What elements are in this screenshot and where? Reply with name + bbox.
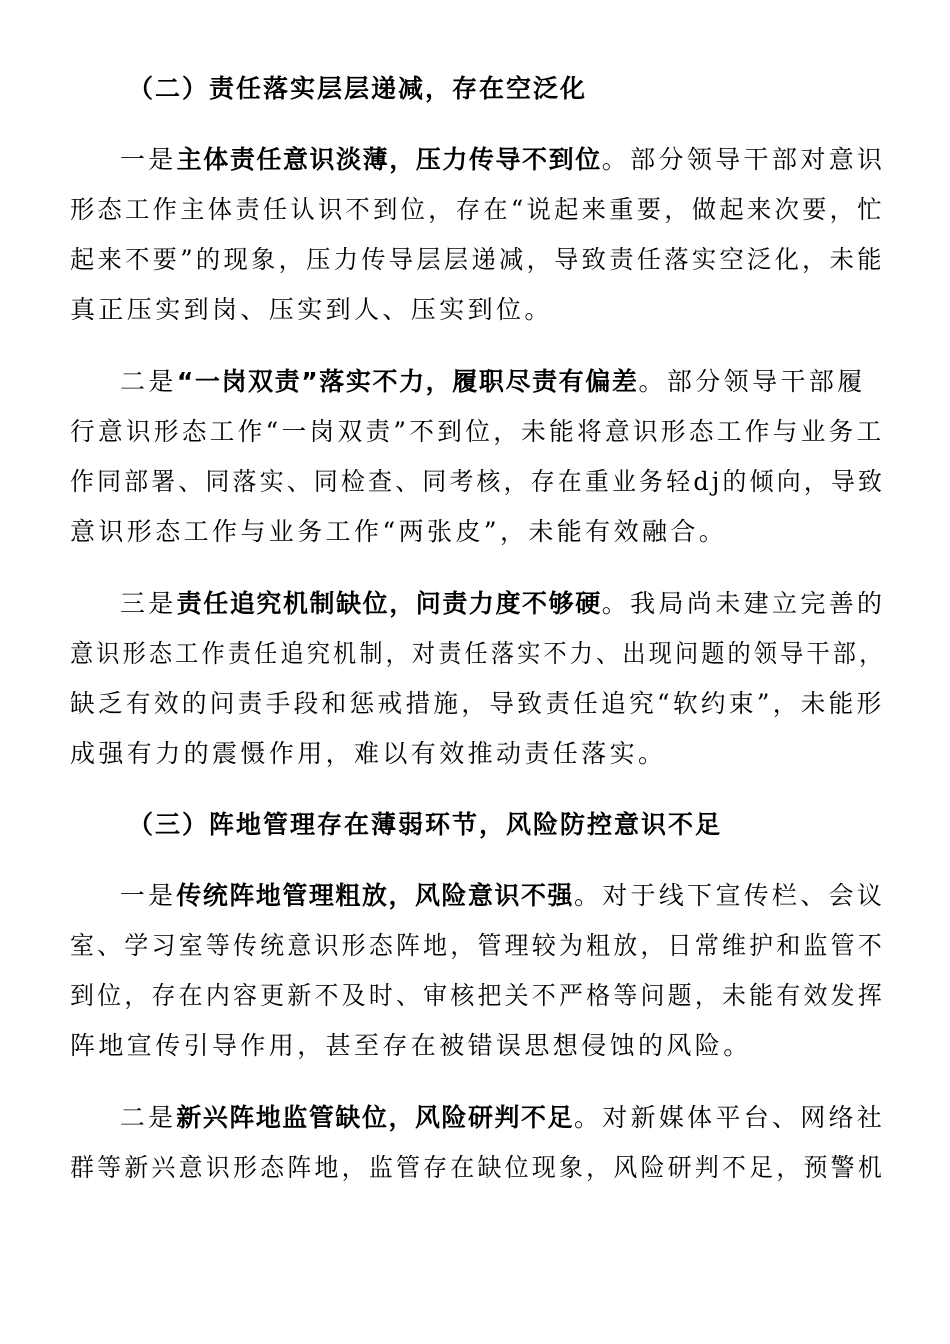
- paragraph-title: 传统阵地管理粗放，风险意识不强: [176, 881, 574, 910]
- paragraph-title: 主体责任意识淡薄，压力传导不到位: [176, 145, 602, 174]
- section-heading-3: （三）阵地管理存在薄弱环节，风险防控意识不足: [128, 810, 723, 839]
- paragraph-lead: 一是: [119, 145, 177, 174]
- paragraph-line: 室、学习室等传统意识形态阵地，管理较为粗放，日常维护和监管不: [70, 931, 886, 960]
- paragraph-2: [70, 357, 885, 557]
- paragraph-title: “一岗双责”落实不力，履职尽责有偏差: [176, 367, 639, 396]
- paragraph-line: 成强有力的震慑作用，难以有效推动责任落实。: [70, 739, 667, 768]
- paragraph-lead: 二是: [119, 1103, 177, 1132]
- paragraph-line: 真正压实到岗、压实到人、压实到位。: [70, 295, 553, 324]
- paragraph-lead: 一是: [119, 881, 177, 910]
- paragraph-line: 意识形态工作与业务工作“两张皮”，未能有效融合。: [70, 517, 728, 546]
- paragraph-line: 到位，存在内容更新不及时、审核把关不严格等问题，未能有效发挥: [70, 981, 886, 1010]
- paragraph-line: [70, 871, 886, 921]
- paragraph-line: 作同部署、同落实、同检查、同考核，存在重业务轻dj的倾向，导致: [70, 467, 886, 496]
- paragraph-1: [70, 135, 885, 335]
- paragraph-lead: 三是: [119, 589, 177, 618]
- paragraph-text: 。部分领导干部对意识: [601, 145, 886, 174]
- paragraph-title: 新兴阵地监管缺位，风险研判不足: [176, 1103, 574, 1132]
- paragraph-line: [70, 357, 885, 407]
- paragraph-line: 形态工作主体责任认识不到位，存在“说起来重要，做起来次要，忙: [70, 195, 885, 224]
- paragraph-text: 。对于线下宣传栏、会议: [573, 881, 886, 910]
- paragraph-line: [70, 135, 884, 185]
- paragraph-text: 。对新媒体平台、网络社: [573, 1103, 886, 1132]
- paragraph-5: [70, 1093, 885, 1193]
- paragraph-text: 。部分领导干部履: [638, 367, 866, 396]
- paragraph-line: 群等新兴意识形态阵地，监管存在缺位现象，风险研判不足，预警机: [70, 1153, 886, 1182]
- section-heading-2: （二）责任落实层层递减，存在空泛化: [128, 74, 588, 103]
- paragraph-title: 责任追究机制缺位，问责力度不够硬: [176, 589, 602, 618]
- paragraph-line: 起来不要”的现象，压力传导层层递减，导致责任落实空泛化，未能: [70, 245, 885, 274]
- paragraph-line: [70, 1093, 886, 1143]
- paragraph-line: 阵地宣传引导作用，甚至存在被错误思想侵蚀的风险。: [70, 1031, 752, 1060]
- paragraph-line: 意识形态工作责任追究机制，对责任落实不力、出现问题的领导干部，: [70, 639, 886, 668]
- paragraph-4: [70, 871, 885, 1071]
- paragraph-line: [70, 579, 884, 629]
- paragraph-text: 。我局尚未建立完善的: [601, 589, 886, 618]
- paragraph-line: 行意识形态工作“一岗双责”不到位，未能将意识形态工作与业务工: [70, 417, 885, 446]
- paragraph-3: [70, 579, 885, 779]
- paragraph-line: 缺乏有效的问责手段和惩戒措施，导致责任追究“软约束”，未能形: [70, 689, 885, 718]
- paragraph-lead: 二是: [120, 367, 177, 396]
